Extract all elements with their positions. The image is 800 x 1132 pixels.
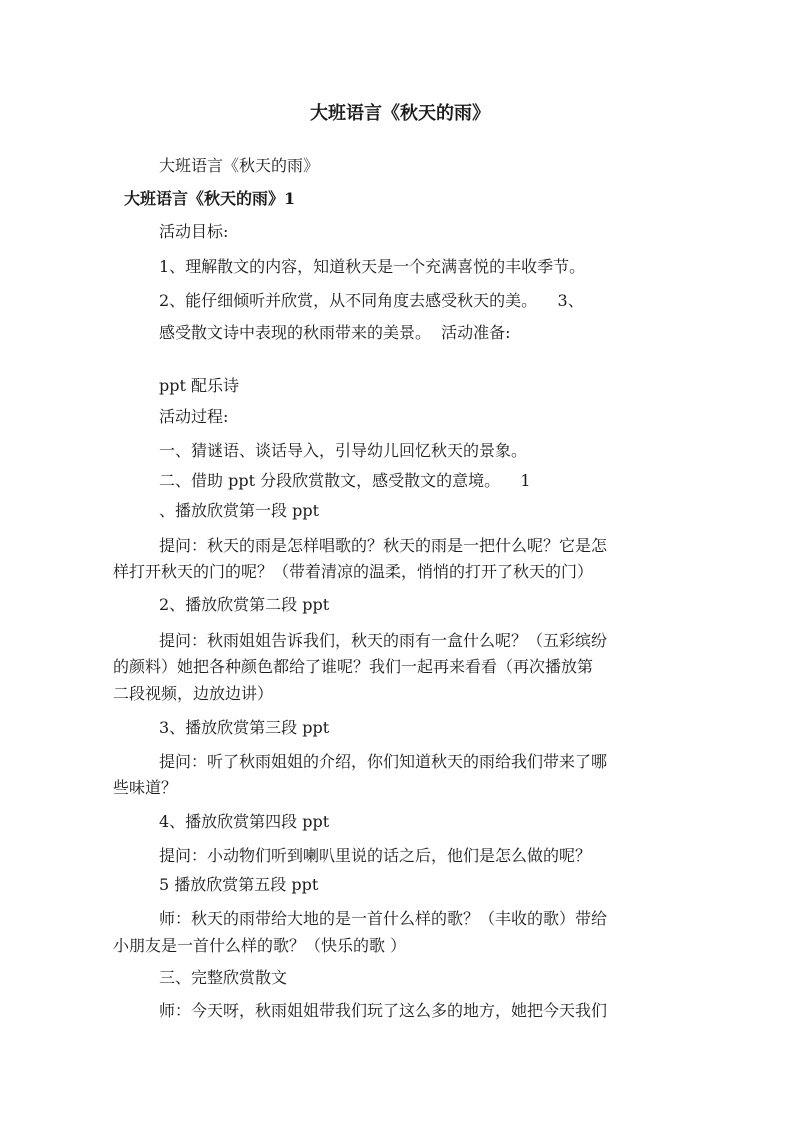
text-line: 、播放欣赏第一段 ppt bbox=[159, 501, 320, 520]
document-title: 大班语言《秋天的雨》 bbox=[310, 103, 490, 124]
text-line: 提问：秋雨姐姐告诉我们，秋天的雨有一盒什么呢？（五彩缤纷 bbox=[159, 631, 608, 650]
text-line: 2、播放欣赏第二段 ppt bbox=[159, 595, 330, 614]
text-line: 提问：小动物们听到喇叭里说的话之后，他们是怎么做的呢？ bbox=[159, 846, 592, 865]
text-line: 一、猜谜语、谈话导入，引导幼儿回忆秋天的景象。 bbox=[159, 441, 528, 460]
text-line: 活动过程: bbox=[159, 407, 229, 426]
text-line: 样打开秋天的门的呢？（带着清凉的温柔，悄悄的打开了秋天的门） bbox=[113, 562, 594, 581]
text-line: 提问：秋天的雨是怎样唱歌的？秋天的雨是一把什么呢？它是怎 bbox=[159, 536, 608, 555]
text-line: 些味道？ bbox=[113, 778, 178, 797]
text-line: 3、播放欣赏第三段 ppt bbox=[159, 718, 330, 737]
text-line: 三、完整欣赏散文 bbox=[159, 968, 288, 987]
text-line: ppt 配乐诗 bbox=[159, 376, 240, 395]
text-line: 师：今天呀，秋雨姐姐带我们玩了这么多的地方，她把今天我们 bbox=[159, 1001, 608, 1020]
text-line: 提问：听了秋雨姐姐的介绍，你们知道秋天的雨给我们带来了哪 bbox=[159, 752, 608, 771]
text-line: 二、借助 ppt 分段欣赏散文，感受散文的意境。 1 bbox=[159, 471, 531, 490]
text-line: 二段视频，边放边讲） bbox=[113, 684, 274, 703]
text-line: 4、播放欣赏第四段 ppt bbox=[159, 812, 330, 831]
text-line: 2、能仔细倾听并欣赏，从不同角度去感受秋天的美。 3、 bbox=[159, 291, 584, 310]
text-line: 5 播放欣赏第五段 ppt bbox=[159, 875, 319, 894]
text-line: 的颜料）她把各种颜色都给了谁呢？我们一起再来看看（再次播放第 bbox=[113, 657, 594, 676]
text-line: 1、理解散文的内容，知道秋天是一个充满喜悦的丰收季节。 bbox=[159, 257, 586, 276]
text-line: 活动目标: bbox=[159, 222, 229, 241]
text-line: 师：秋天的雨带给大地的是一首什么样的歌？（丰收的歌）带给 bbox=[159, 909, 608, 928]
text-line: 小朋友是一首什么样的歌？（快乐的歌 ） bbox=[113, 936, 407, 955]
text-line: 大班语言《秋天的雨》 bbox=[159, 156, 320, 175]
text-line: 感受散文诗中表现的秋雨带来的美景。 活动准备: bbox=[159, 323, 511, 342]
section-heading: 大班语言《秋天的雨》1 bbox=[124, 189, 296, 208]
